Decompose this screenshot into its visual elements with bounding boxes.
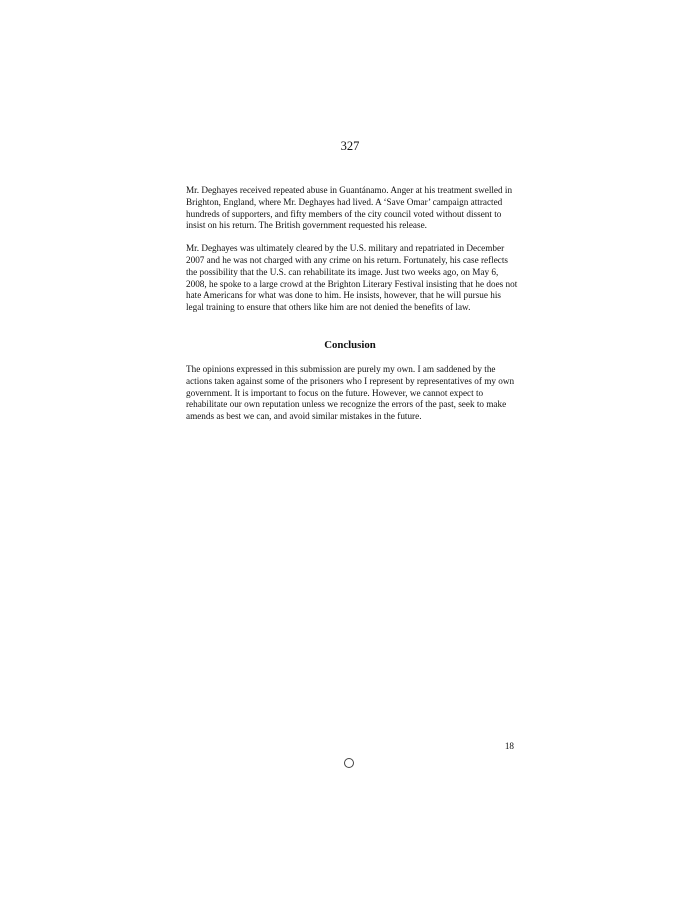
conclusion-heading: Conclusion [324,339,376,351]
conclusion-paragraph: The opinions expressed in this submission are purely my own. I am saddened by the actions taken against some of the prisoners who I represent by representatives of my own government. It is important to focus on the future. However, we cannot expect to rehabilitate our own reputation unless we recognize the errors of the past, seek to make amends as best we can, and avoid similar mistakes in the future. [186,364,515,422]
footer-page-number: 18 [504,741,514,751]
body-text [186,185,520,314]
body-paragraph-2: Mr. Deghayes was ultimately cleared by the U.S. military and repatriated in December 2007 and he was not charged with any crime on his return. Fortunately, his case reflects the possibility that the U.S. can rehabilitate its image. Just two weeks ago, on May 6, 2008, he spoke to a large crowd at the Brighton Literary Festival insisting that he does not hate Americans for what was done to him. He insists, however, that he will pursue his legal training to ensure that others like him are not denied the benefits of law. [186,243,518,313]
circle-outline-icon [344,758,354,768]
document-page-number: 327 [340,139,360,153]
body-paragraph-1: Mr. Deghayes received repeated abuse in Guantánamo. Anger at his treatment swelled in Brighton, England, where Mr. Deghayes had lived. A ‘Save Omar’ campaign attracted hundreds of supporters, and fifty members of the city council voted without dissent to insist on his return. The British government requested his release. [186,185,513,231]
